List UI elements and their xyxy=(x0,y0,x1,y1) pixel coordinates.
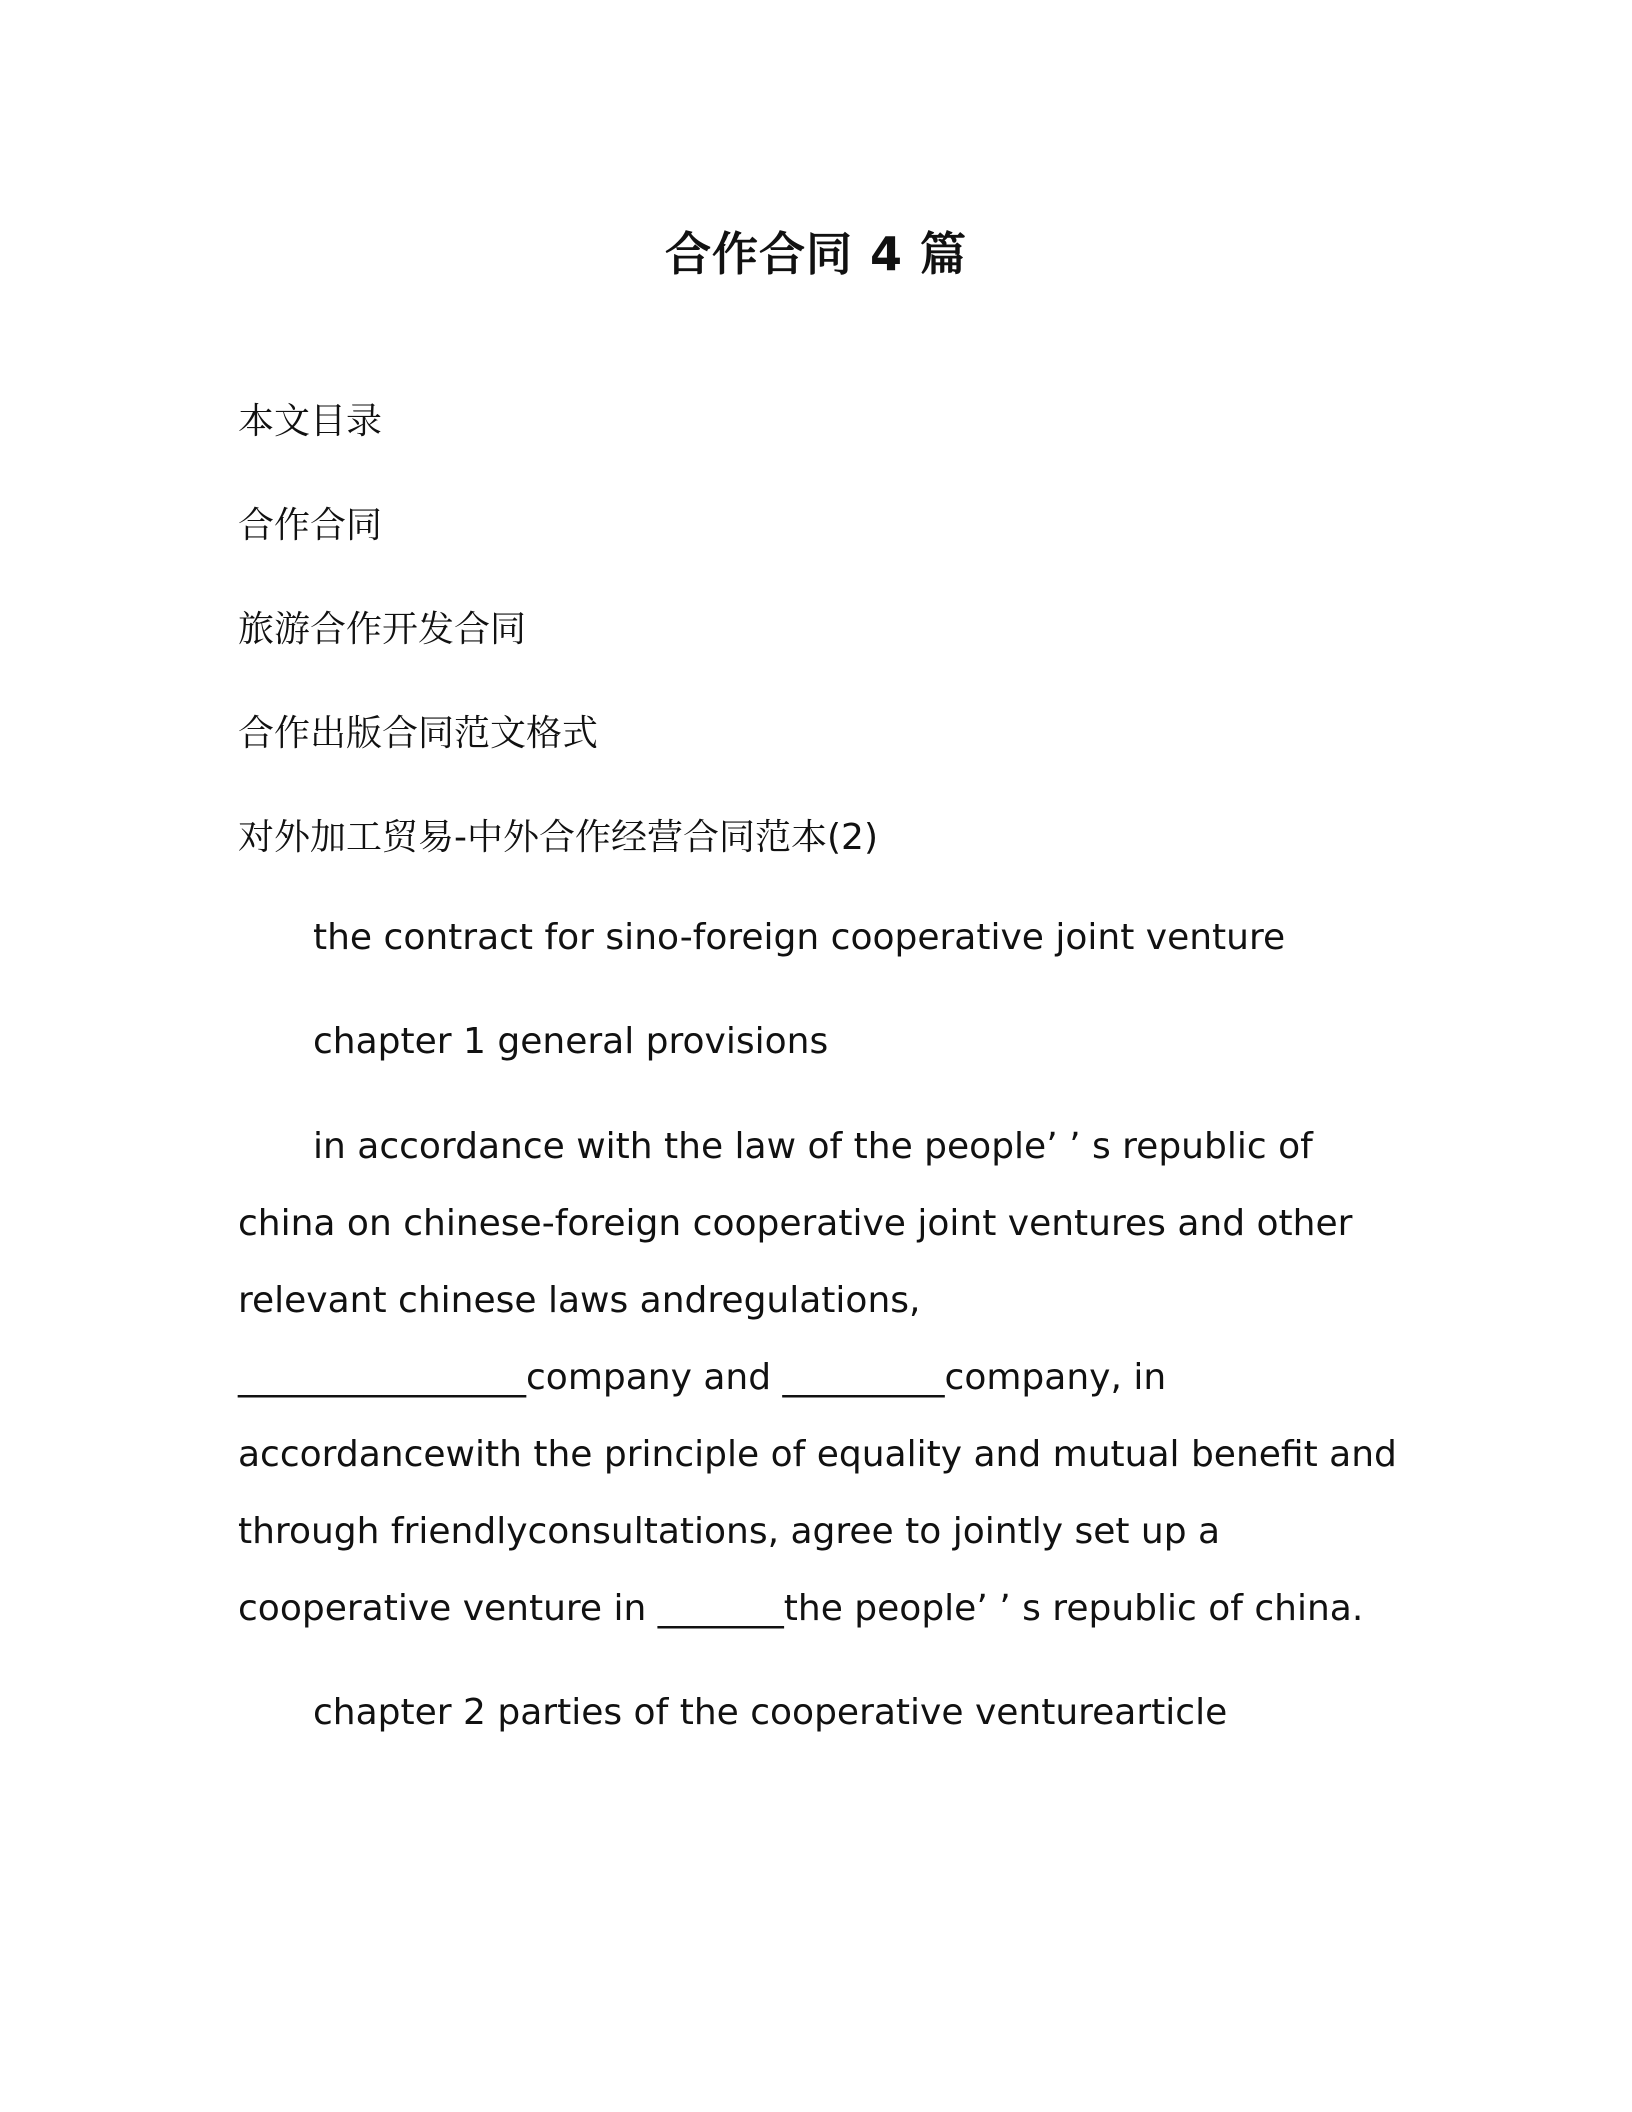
paragraph-line: in accordance with the law of the people’ ’ s republic of xyxy=(313,1126,1313,1167)
paragraph-line: accordancewith the principle of equality and mutual benefit and xyxy=(238,1434,1397,1475)
toc-item: 对外加工贸易-中外合作经营合同范本(2) xyxy=(238,817,878,858)
document-title: 合作合同 4 篇 xyxy=(664,227,968,281)
paragraph-line: cooperative venture in _______the people’ ’ s republic of china. xyxy=(238,1588,1364,1629)
chapter-1-heading: chapter 1 general provisions xyxy=(313,1021,829,1062)
contract-title-paragraph: the contract for sino-foreign cooperative joint venture xyxy=(313,917,1286,958)
paragraph-line: china on chinese-foreign cooperative joint ventures and other xyxy=(238,1203,1353,1244)
document-body xyxy=(238,398,1418,1793)
general-provisions-paragraph xyxy=(238,1108,1418,1647)
toc-item: 合作出版合同范文格式 xyxy=(238,713,599,754)
toc-item: 旅游合作开发合同 xyxy=(238,609,527,650)
paragraph-line: ________________company and _________company, in xyxy=(238,1357,1167,1398)
toc-item: 合作合同 xyxy=(238,505,383,546)
toc-heading: 本文目录 xyxy=(238,401,383,442)
chapter-2-heading: chapter 2 parties of the cooperative venturearticle xyxy=(313,1692,1228,1733)
paragraph-line: relevant chinese laws andregulations, xyxy=(238,1280,921,1321)
paragraph-line: through friendlyconsultations, agree to jointly set up a xyxy=(238,1511,1221,1552)
